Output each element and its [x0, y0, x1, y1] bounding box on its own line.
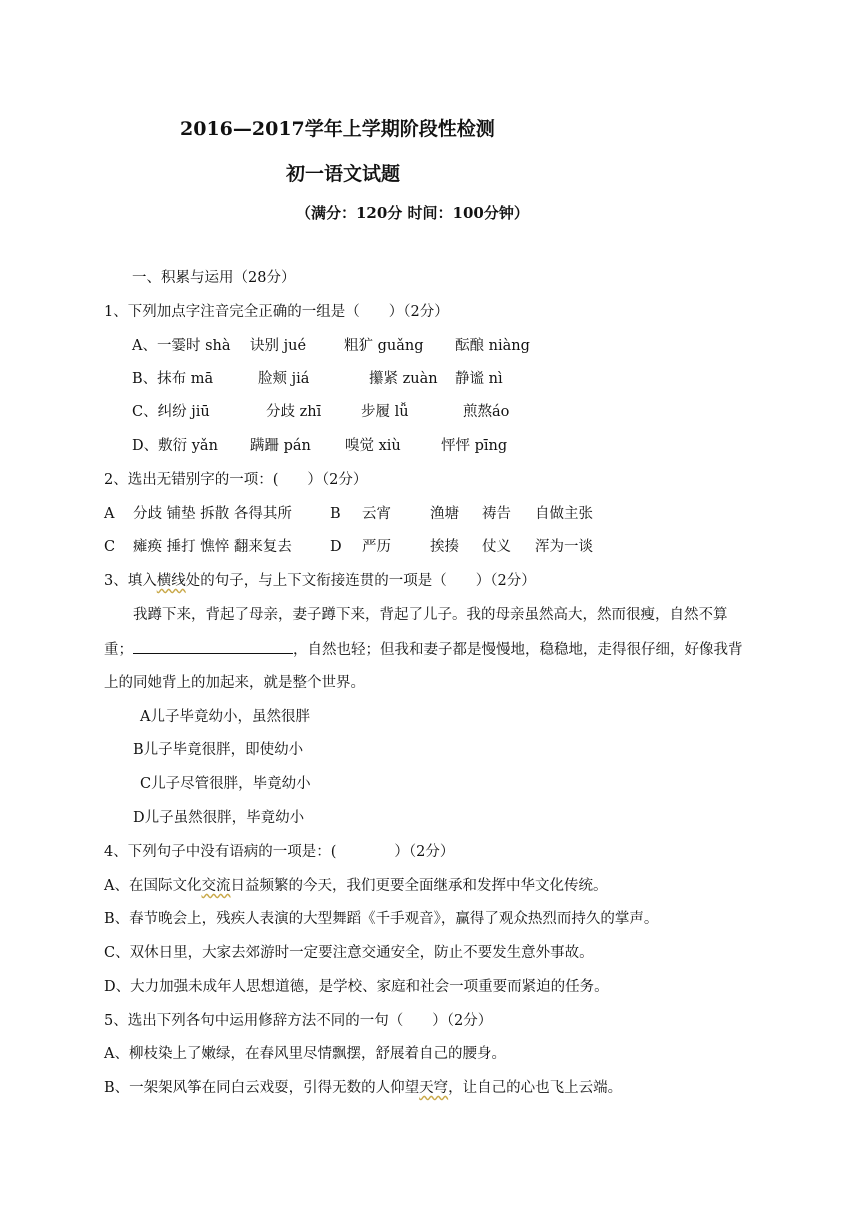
- option-line: C儿子尽管很胖，毕竟幼小: [140, 776, 311, 792]
- option-cell: 分歧 zhī: [266, 404, 322, 420]
- option-letter: C: [104, 539, 116, 555]
- option-words: 分歧 铺垫 拆散 各得其所: [133, 506, 292, 522]
- option-word: 自做主张: [535, 506, 593, 522]
- fill-blank-line: [133, 639, 293, 654]
- option-cell: 嗅觉 xiù: [345, 438, 401, 454]
- option-cell: 酝酿 niàng: [455, 338, 530, 354]
- option-cell: 煎熬áo: [463, 404, 510, 420]
- option-word: 祷告: [482, 506, 511, 522]
- question-1-stem: 1、下列加点字注音完全正确的一组是（ ）（2分）: [104, 304, 449, 320]
- question-3-stem: 3、填入横线处的句子，与上下文衔接连贯的一项是（ ）（2分）: [104, 573, 536, 589]
- option-line: C、双休日里，大家去郊游时一定要注意交通安全，防止不要发生意外事故。: [104, 945, 594, 961]
- option-cell: 诀别 jué: [250, 338, 307, 354]
- exam-subtitle: 初一语文试题: [286, 163, 401, 185]
- option-words: 瘫痪 捶打 憔悴 翻来复去: [133, 539, 292, 555]
- marked-text: 天穹: [419, 1080, 449, 1096]
- option-letter: B: [330, 506, 341, 522]
- option-word: 仗义: [482, 539, 511, 555]
- section-heading: 一、积累与运用（28分）: [132, 270, 296, 286]
- option-word: 严历: [362, 539, 391, 555]
- option-line: D、大力加强未成年人思想道德，是学校、家庭和社会一项重要而紧迫的任务。: [104, 979, 609, 995]
- option-cell: C、纠纷 jiū: [132, 404, 210, 420]
- option-line: B儿子毕竟很胖，即使幼小: [133, 742, 304, 758]
- option-cell: 静谧 nì: [455, 371, 503, 387]
- option-cell: 攥紧 zuàn: [369, 371, 438, 387]
- option-word: 挨揍: [430, 539, 459, 555]
- option-cell: 粗犷 guǎng: [344, 338, 424, 354]
- marked-text: 横线: [156, 573, 186, 589]
- option-cell: 步履 lǚ: [361, 404, 409, 420]
- option-cell: A、一霎时 shà: [132, 338, 231, 354]
- option-word: 浑为一谈: [535, 539, 593, 555]
- option-cell: B、抹布 mā: [132, 371, 214, 387]
- passage-line: 重； ，自然也轻；但我和妻子都是慢慢地，稳稳地，走得很仔细，好像我背: [104, 639, 743, 660]
- option-line: A、在国际文化交流日益频繁的今天，我们更要全面继承和发挥中华文化传统。: [104, 878, 608, 894]
- option-cell: D、敷衍 yǎn: [132, 438, 218, 454]
- option-letter: D: [330, 539, 342, 555]
- option-line: A儿子毕竟幼小，虽然很胖: [140, 709, 310, 725]
- option-line: B、一架架风筝在同白云戏耍，引得无数的人仰望天穹，让自己的心也飞上云端。: [104, 1080, 623, 1096]
- question-4-stem: 4、下列句子中没有语病的一项是：( ）（2分）: [104, 844, 455, 860]
- option-letter: A: [104, 506, 115, 522]
- question-5-stem: 5、选出下列各句中运用修辞方法不同的一句（ ）（2分）: [104, 1013, 493, 1029]
- marked-text: 交流: [201, 878, 231, 894]
- option-word: 云宵: [362, 506, 391, 522]
- option-line: B、春节晚会上，残疾人表演的大型舞蹈《千手观音》，赢得了观众热烈而持久的掌声。: [104, 911, 659, 927]
- option-cell: 怦怦 pīng: [441, 438, 508, 454]
- exam-title: 2016—2017学年上学期阶段性检测: [180, 118, 495, 140]
- option-cell: 脸颊 jiá: [258, 371, 310, 387]
- exam-meta: （满分：120分 时间：100分钟）: [296, 204, 529, 222]
- option-word: 渔塘: [430, 506, 459, 522]
- passage-line: 上的同她背上的加起来，就是整个世界。: [104, 675, 365, 691]
- option-line: D儿子虽然很胖，毕竟幼小: [133, 810, 305, 826]
- question-2-stem: 2、选出无错别字的一项：( ）（2分）: [104, 472, 368, 488]
- passage-line: 我蹲下来，背起了母亲，妻子蹲下来，背起了儿子。我的母亲虽然高大，然而很瘦，自然不算: [133, 607, 728, 623]
- option-line: A、柳枝染上了嫩绿，在春风里尽情飘摆，舒展着自己的腰身。: [104, 1046, 506, 1062]
- option-cell: 蹒跚 pán: [250, 438, 311, 454]
